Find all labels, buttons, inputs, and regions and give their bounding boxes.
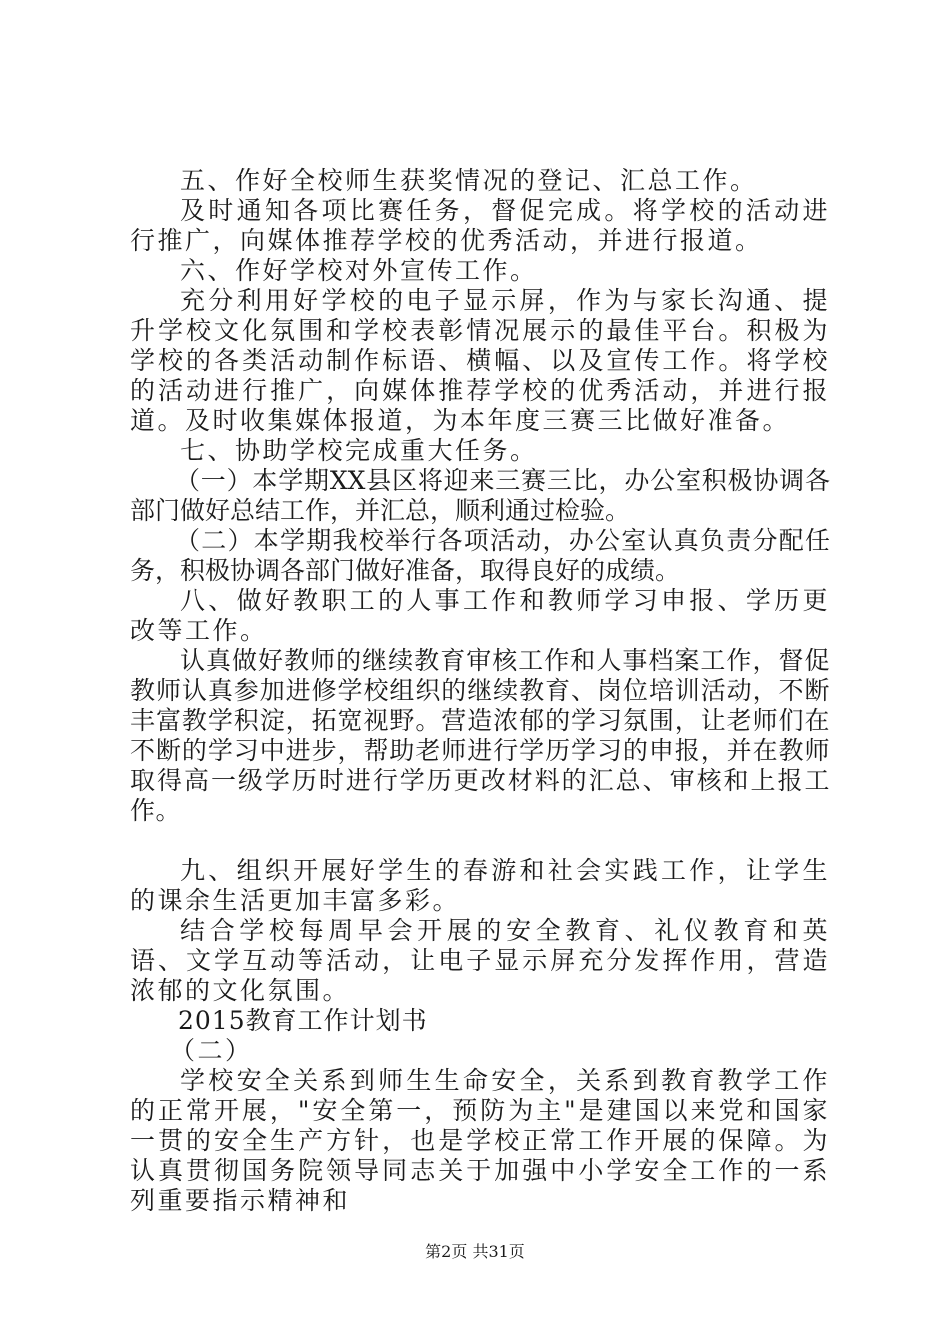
section-heading-5: 五、作好全校师生获奖情况的登记、汇总工作。: [180, 166, 758, 195]
document-body: [130, 166, 830, 1216]
paragraph-8-body: 认真做好教师的继续教育审核工作和人事档案工作，督促教师认真参加进修学校组织的继续教育、岗位培训活动，不断丰富教学积淀，拓宽视野。营造浓郁的学习氛围，让老师们在不断的学习中进步，帮助老师进行学历学习的申报，并在教师取得高一级学历时进行学历更改材料的汇总、审核和上报工作。: [130, 646, 830, 825]
page-footer: 第2页 共31页: [425, 1242, 525, 1261]
section-heading-9: 九、组织开展好学生的春游和社会实践工作，让学生的课余生活更加丰富多彩。: [130, 856, 830, 915]
subtitle-number: （二）: [170, 1036, 253, 1065]
paragraph-9-body: 结合学校每周早会开展的安全教育、礼仪教育和英语、文学互动等活动，让电子显示屏充分发挥作用，营造浓郁的文化氛围。: [130, 916, 830, 1005]
paragraph-7-item-2: （二）本学期我校举行各项活动，办公室认真负责分配任务，积极协调各部门做好准备，取得良好的成绩。: [130, 526, 830, 585]
section-heading-7: 七、协助学校完成重大任务。: [180, 436, 538, 465]
paragraph-6-body: 充分利用好学校的电子显示屏，作为与家长沟通、提升学校文化氛围和学校表彰情况展示的最佳平台。积极为学校的各类活动制作标语、横幅、以及宣传工作。将学校的活动进行推广，向媒体推荐学校的优秀活动，并进行报道。及时收集媒体报道，为本年度三赛三比做好准备。: [130, 286, 830, 435]
document-subtitle: 2015教育工作计划书: [178, 1006, 428, 1035]
paragraph-safety-body: 学校安全关系到师生生命安全，关系到教育教学工作的正常开展，"安全第一，预防为主"是建国以来党和国家一贯的安全生产方针，也是学校正常工作开展的保障。为认真贯彻国务院领导同志关于加强中小学安全工作的一系列重要指示精神和: [130, 1066, 830, 1215]
paragraph-7-item-1: （一）本学期XX县区将迎来三赛三比，办公室积极协调各部门做好总结工作，并汇总，顺利通过检验。: [130, 466, 830, 525]
paragraph-5-body: 及时通知各项比赛任务，督促完成。将学校的活动进行推广，向媒体推荐学校的优秀活动，并进行报道。: [130, 196, 830, 255]
section-heading-8: 八、做好教职工的人事工作和教师学习申报、学历更改等工作。: [130, 586, 830, 645]
section-heading-6: 六、作好学校对外宣传工作。: [180, 256, 538, 285]
